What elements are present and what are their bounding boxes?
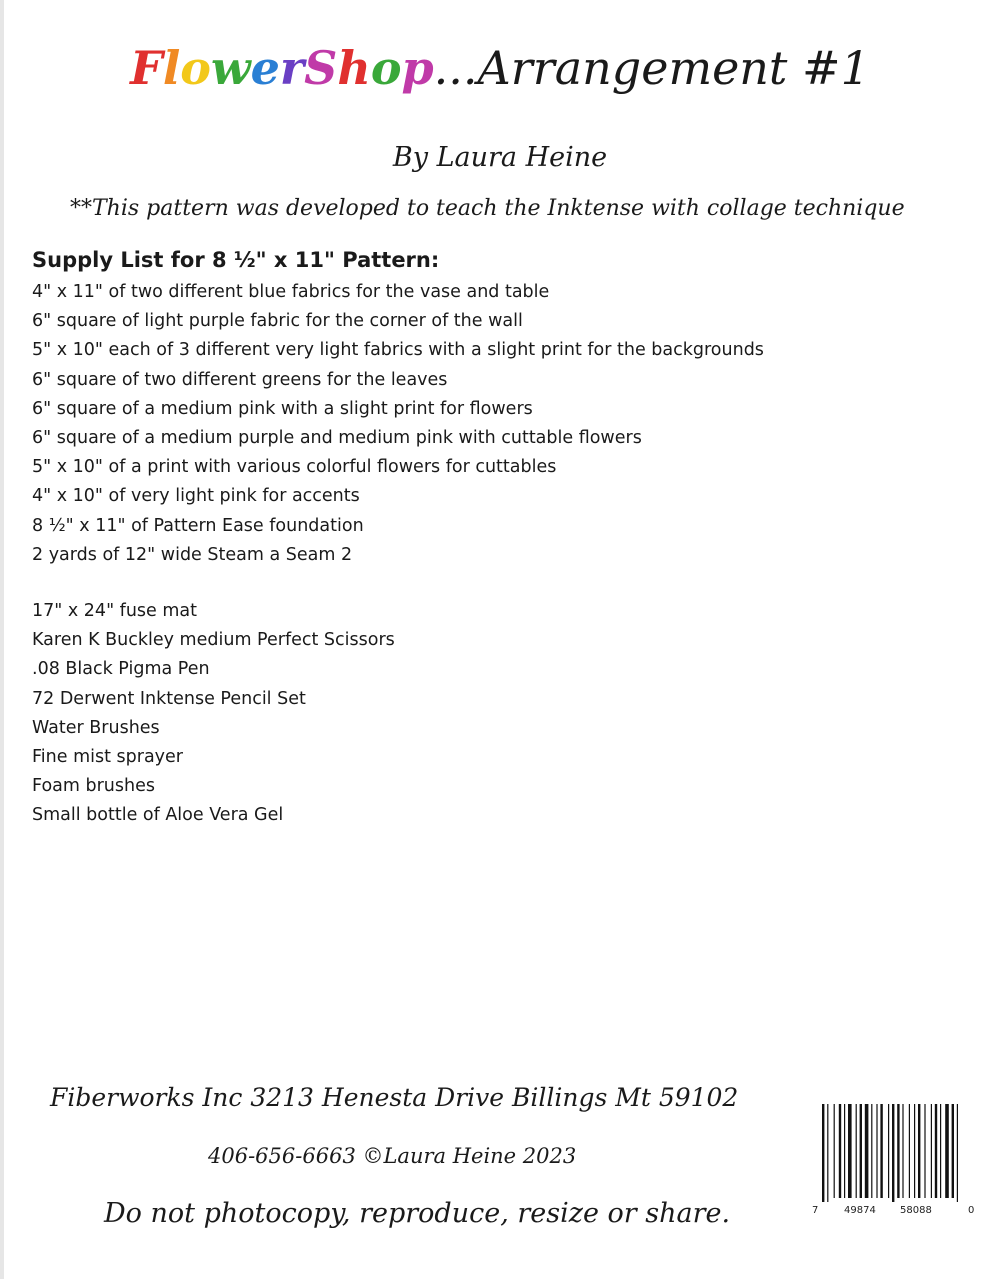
barcode-bar — [897, 1104, 899, 1198]
barcode-bar — [871, 1104, 872, 1198]
barcode-digit-group: 49874 — [844, 1205, 876, 1216]
fabric-supply-item: 4" x 11" of two different blue fabrics for the vase and table — [32, 282, 550, 302]
barcode-bar — [834, 1104, 835, 1198]
technique-note: **This pattern was developed to teach the Inktense with collage technique — [70, 196, 905, 221]
barcode-bar — [935, 1104, 937, 1198]
barcode-digit-group: 58088 — [900, 1205, 932, 1216]
fabric-supply-item: 6" square of light purple fabric for the corner of the wall — [32, 311, 523, 332]
barcode-bar — [931, 1104, 932, 1198]
fabric-supply-item: 4" x 10" of very light pink for accents — [32, 486, 360, 507]
fabric-supply-item: 6" square of a medium purple and medium pink with cuttable flowers — [32, 428, 642, 449]
title-rest: ...Arrangement #1 — [433, 41, 870, 95]
barcode-bar — [844, 1104, 845, 1198]
barcode-bar — [918, 1104, 920, 1198]
barcode-bar — [909, 1104, 910, 1198]
title-rainbow-word — [130, 41, 434, 95]
barcode-bar — [860, 1104, 862, 1198]
title-letter: S — [304, 41, 338, 95]
barcode-bar — [827, 1104, 828, 1202]
supply-list-heading: Supply List for 8 ½" x 11" Pattern: — [32, 248, 440, 272]
barcode-bar — [888, 1104, 889, 1198]
tool-supply-item: .08 Black Pigma Pen — [32, 659, 210, 680]
barcode-bar — [876, 1104, 877, 1198]
barcode-bar — [822, 1104, 824, 1202]
footer-contact: 406-656-6663 ©Laura Heine 2023 — [208, 1144, 577, 1168]
footer-address: Fiberworks Inc 3213 Henesta Drive Billings Mt 59102 — [50, 1083, 739, 1112]
barcode-bar — [940, 1104, 941, 1198]
title-letter: w — [210, 41, 251, 95]
barcode-bar — [902, 1104, 903, 1198]
barcode-bar — [848, 1104, 852, 1198]
footer-warning: Do not photocopy, reproduce, resize or share. — [104, 1198, 731, 1229]
fabric-supply-item: 6" square of two different greens for the leaves — [32, 369, 448, 390]
tool-supply-item: Fine mist sprayer — [32, 747, 183, 768]
page-edge — [0, 0, 4, 1279]
fabric-supply-item: 6" square of a medium pink with a slight print for flowers — [32, 398, 533, 419]
fabric-supply-item: 5" x 10" each of 3 different very light fabrics with a slight print for the backgrounds — [32, 340, 764, 361]
title-letter: h — [337, 41, 371, 95]
barcode-digit-group: 0 — [968, 1205, 975, 1216]
barcode-bar — [856, 1104, 857, 1198]
title-letter: l — [162, 41, 181, 95]
tool-supply-item: Foam brushes — [32, 776, 155, 797]
tool-supply-item: 17" x 24" fuse mat — [32, 601, 198, 621]
barcode-bar — [914, 1104, 915, 1198]
barcode-bar — [839, 1104, 841, 1198]
title-letter: F — [130, 41, 163, 95]
title-letter: r — [279, 41, 305, 95]
barcode — [808, 1098, 980, 1220]
barcode-bar — [880, 1104, 882, 1198]
author-byline: By Laura Heine — [392, 142, 608, 173]
title-letter: e — [250, 41, 280, 95]
title-letter: o — [180, 41, 211, 95]
title-letter: p — [401, 41, 434, 95]
barcode-digit-group: 7 — [812, 1205, 819, 1216]
barcode-bar — [865, 1104, 869, 1198]
barcode-bar — [952, 1104, 954, 1198]
barcode-bar — [924, 1104, 925, 1198]
barcode-bar — [892, 1104, 894, 1202]
fabric-supply-item: 8 ½" x 11" of Pattern Ease foundation — [32, 515, 364, 536]
title-letter: o — [370, 41, 402, 95]
fabric-supply-item: 5" x 10" of a print with various colorful flowers for cuttables — [32, 457, 557, 478]
barcode-bar — [945, 1104, 949, 1198]
tool-supply-list — [32, 597, 395, 831]
barcode-bars — [808, 1098, 980, 1202]
fabric-supply-list — [32, 278, 764, 570]
barcode-bar — [957, 1104, 958, 1202]
fabric-supply-item: 2 yards of 12" wide Steam a Seam 2 — [32, 544, 353, 565]
tool-supply-item: Small bottle of Aloe Vera Gel — [32, 805, 284, 826]
tool-supply-item: Karen K Buckley medium Perfect Scissors — [32, 630, 395, 651]
pattern-title — [0, 38, 1000, 98]
tool-supply-item: Water Brushes — [32, 717, 160, 738]
tool-supply-item: 72 Derwent Inktense Pencil Set — [32, 688, 306, 709]
